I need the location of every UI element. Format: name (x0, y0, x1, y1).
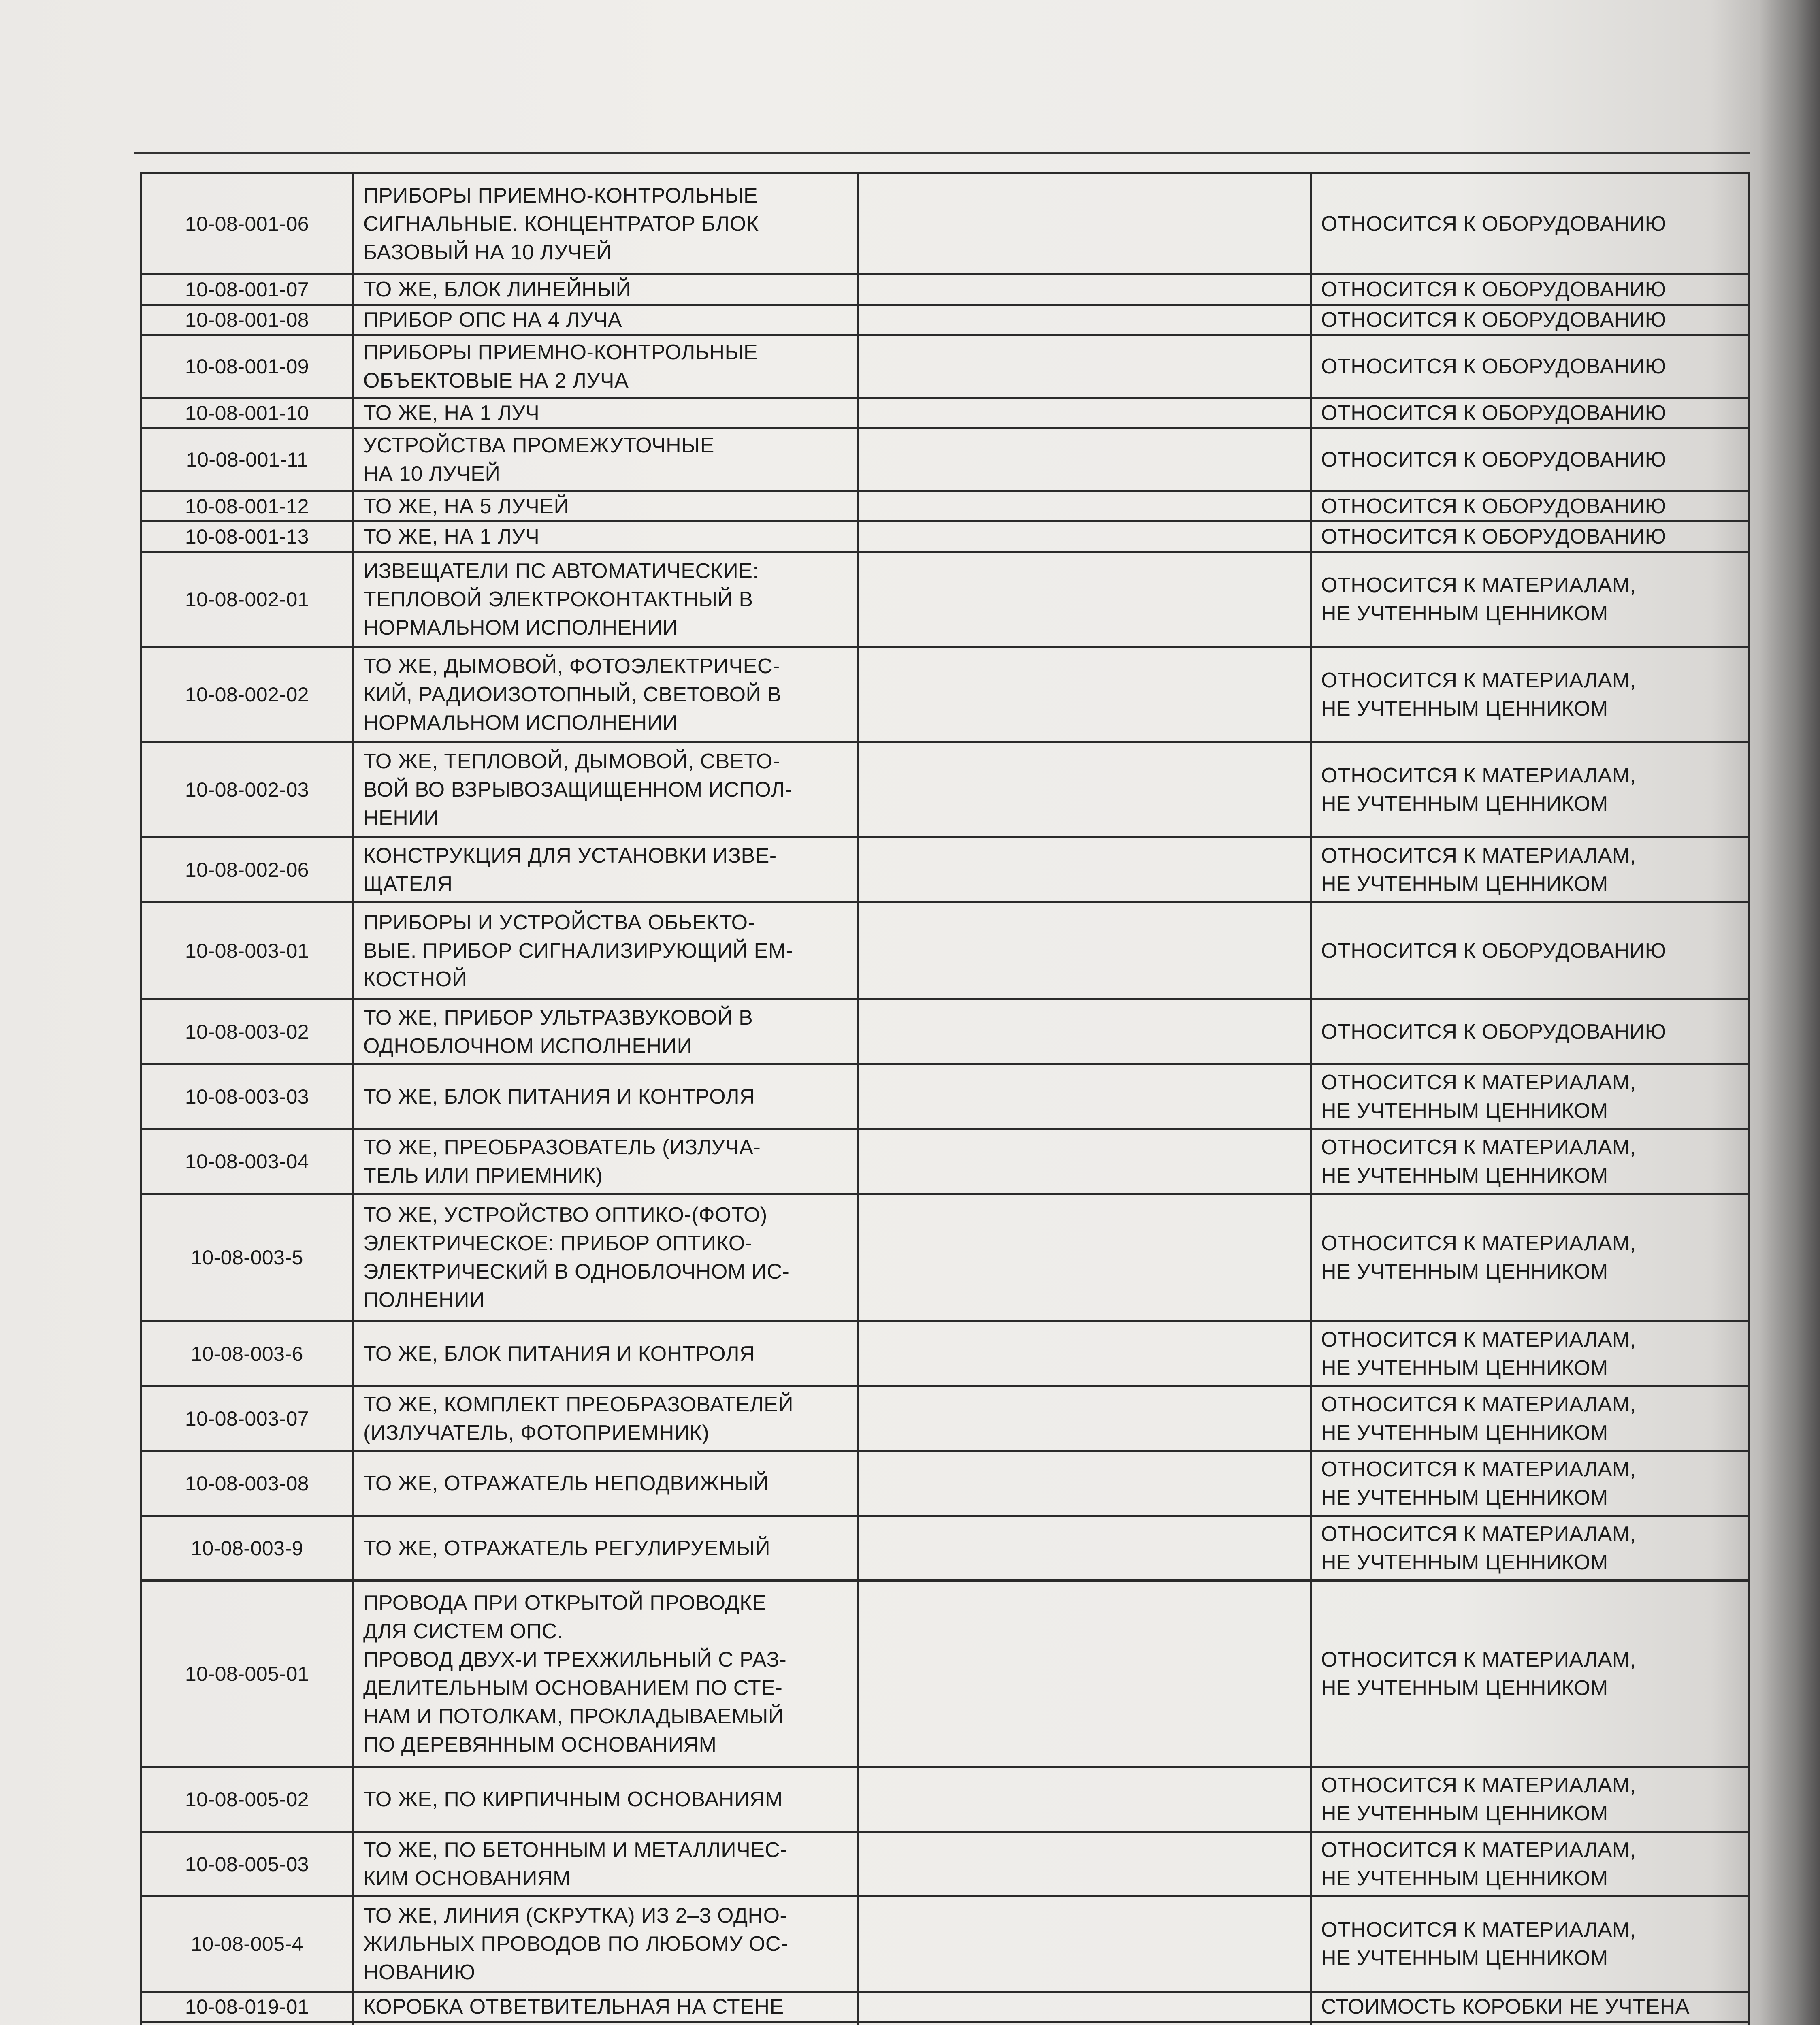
table-row (141, 902, 1749, 1000)
note-cell: ОТНОСИТСЯ К ОБОРУДОВАНИЮ (1311, 491, 1749, 522)
note-cell: ОТНОСИТСЯ К ОБОРУДОВАНИЮ (1311, 1000, 1749, 1064)
work-name-cell: ТО ЖЕ, НА 1 ЛУЧ (354, 398, 858, 428)
table-row (141, 1064, 1749, 1129)
work-name-cell: ТО ЖЕ, ПО КИРПИЧНЫМ ОСНОВАНИЯМ (354, 1767, 858, 1832)
work-name-cell: ТО ЖЕ, ПО БЕТОННЫМ И МЕТАЛЛИЧЕС- КИМ ОСНОВАНИЯМ (354, 1832, 858, 1897)
table-row (141, 1832, 1749, 1897)
base-type-cell (858, 1322, 1311, 1386)
work-name-cell: ТО ЖЕ, НА 1 ЛУЧ (354, 522, 858, 552)
work-name-cell: КОНСТРУКЦИЯ ДЛЯ УСТАНОВКИ ИЗВЕ- ЩАТЕЛЯ (354, 838, 858, 902)
rate-code-cell: 10-08-001-11 (141, 428, 354, 491)
base-type-cell (858, 902, 1311, 1000)
rate-code-cell: 10-08-003-6 (141, 1322, 354, 1386)
rate-code-cell: 10-08-002-06 (141, 838, 354, 902)
note-cell: ОТНОСИТСЯ К МАТЕРИАЛАМ, НЕ УЧТЕННЫМ ЦЕННИКОМ (1311, 1322, 1749, 1386)
rate-code-cell: 10-08-001-07 (141, 275, 354, 305)
base-type-cell (858, 1767, 1311, 1832)
base-type-cell (858, 552, 1311, 647)
rate-code-cell: 10-08-002-01 (141, 552, 354, 647)
note-cell: ОТНОСИТСЯ К ОБОРУДОВАНИЮ (1311, 398, 1749, 428)
rate-code-cell: 10-08-019-01 (141, 1992, 354, 2022)
table-row (141, 1386, 1749, 1451)
rate-code-cell: 10-08-003-02 (141, 1000, 354, 1064)
note-cell: ОТНОСИТСЯ К МАТЕРИАЛАМ, НЕ УЧТЕННЫМ ЦЕННИКОМ (1311, 1386, 1749, 1451)
work-name-cell: ТО ЖЕ, БЛОК ПИТАНИЯ И КОНТРОЛЯ (354, 1322, 858, 1386)
table-row (141, 2022, 1749, 2025)
base-type-cell (858, 1581, 1311, 1767)
note-cell: ОТНОСИТСЯ К МАТЕРИАЛАМ, НЕ УЧТЕННЫМ ЦЕННИКОМ (1311, 1516, 1749, 1581)
base-type-cell (858, 1194, 1311, 1322)
rate-code-cell: 10-08-003-03 (141, 1064, 354, 1129)
note-cell: ОТНОСИТСЯ К МАТЕРИАЛАМ, НЕ УЧТЕННЫМ ЦЕННИКОМ (1311, 1064, 1749, 1129)
work-name-cell: ИЗВЕЩАТЕЛИ ПС АВТОМАТИЧЕСКИЕ: ТЕПЛОВОЙ ЭЛЕКТРОКОНТАКТНЫЙ В НОРМАЛЬНОМ ИСПОЛНЕНИИ (354, 552, 858, 647)
table-body (141, 173, 1749, 2025)
rate-code-cell: 10-08-001-09 (141, 335, 354, 398)
rate-code-cell: 10-08-003-08 (141, 1451, 354, 1516)
rate-code-cell: 10-08-001-12 (141, 491, 354, 522)
rate-code-cell: 10-08-005-4 (141, 1897, 354, 1992)
table-row (141, 335, 1749, 398)
rate-code-cell: 10-08-005-02 (141, 1767, 354, 1832)
note-cell: ОТНОСИТСЯ К МАТЕРИАЛАМ, НЕ УЧТЕННЫМ ЦЕННИКОМ (1311, 1129, 1749, 1194)
table-row (141, 647, 1749, 742)
base-type-cell (858, 838, 1311, 902)
rates-table (140, 172, 1750, 2025)
work-name-cell: ПРИБОРЫ И УСТРОЙСТВА ОБЬЕКТО- ВЫЕ. ПРИБОР СИГНАЛИЗИРУЮЩИЙ ЕМ- КОСТНОЙ (354, 902, 858, 1000)
table-row (141, 552, 1749, 647)
rate-code-cell: 10-08-001-13 (141, 522, 354, 552)
work-name-cell: ТО ЖЕ, ОТРАЖАТЕЛЬ НЕПОДВИЖНЫЙ (354, 1451, 858, 1516)
table-row (141, 1992, 1749, 2022)
note-cell: ОТНОСИТСЯ К МАТЕРИАЛАМ, НЕ УЧТЕННЫМ ЦЕННИКОМ (1311, 838, 1749, 902)
base-type-cell (858, 428, 1311, 491)
base-type-cell (858, 491, 1311, 522)
table-row (141, 1322, 1749, 1386)
work-name-cell: ТО ЖЕ, НА 5 ЛУЧЕЙ (354, 491, 858, 522)
rate-code-cell: 10-08-003-04 (141, 1129, 354, 1194)
rate-code-cell: 10-08-005-03 (141, 1832, 354, 1897)
base-type-cell (858, 1064, 1311, 1129)
work-name-cell: ТО ЖЕ, УСТРОЙСТВО ОПТИКО-(ФОТО) ЭЛЕКТРИЧЕСКОЕ: ПРИБОР ОПТИКО- ЭЛЕКТРИЧЕСКИЙ В ОДНОБЛОЧНОМ ИС- ПОЛНЕНИИ (354, 1194, 858, 1322)
base-type-cell (858, 1129, 1311, 1194)
base-type-cell (858, 173, 1311, 275)
rate-code-cell: 10-08-002-03 (141, 742, 354, 838)
base-type-cell (858, 335, 1311, 398)
note-cell: ОТНОСИТСЯ К МАТЕРИАЛАМ, НЕ УЧТЕННЫМ ЦЕННИКОМ (1311, 1194, 1749, 1322)
note-cell: ОТНОСИТСЯ К ОБОРУДОВАНИЮ (1311, 428, 1749, 491)
base-type-cell (858, 2022, 1311, 2025)
note-cell: ОТНОСИТСЯ К МАТЕРИАЛАМ, НЕ УЧТЕННЫМ ЦЕННИКОМ (1311, 552, 1749, 647)
top-rule (134, 152, 1750, 154)
note-cell: ОТНОСИТСЯ К ОБОРУДОВАНИЮ (1311, 173, 1749, 275)
rate-code-cell (141, 2022, 354, 2025)
table-row (141, 1581, 1749, 1767)
table-row (141, 491, 1749, 522)
rate-code-cell: 10-08-002-02 (141, 647, 354, 742)
note-cell: ОТНОСИТСЯ К МАТЕРИАЛАМ, НЕ УЧТЕННЫМ ЦЕННИКОМ (1311, 1767, 1749, 1832)
table-row (141, 838, 1749, 902)
table-row (141, 1451, 1749, 1516)
note-cell: ОТНОСИТСЯ К МАТЕРИАЛАМ, НЕ УЧТЕННЫМ ЦЕННИКОМ (1311, 742, 1749, 838)
work-name-cell: ТО ЖЕ, БЛОК ПИТАНИЯ И КОНТРОЛЯ (354, 1064, 858, 1129)
note-cell: ОТНОСИТСЯ К ОБОРУДОВАНИЮ (1311, 275, 1749, 305)
base-type-cell (858, 305, 1311, 335)
rate-code-cell: 10-08-003-9 (141, 1516, 354, 1581)
table-row (141, 173, 1749, 275)
base-type-cell (858, 398, 1311, 428)
work-name-cell: ПРИБОРЫ ПРИЕМНО-КОНТРОЛЬНЫЕ ОБЪЕКТОВЫЕ НА 2 ЛУЧА (354, 335, 858, 398)
rate-code-cell: 10-08-003-5 (141, 1194, 354, 1322)
note-cell: ОТНОСИТСЯ К МАТЕРИАЛАМ, НЕ УЧТЕННЫМ ЦЕННИКОМ (1311, 647, 1749, 742)
work-name-cell: ТО ЖЕ, ЛИНИЯ (СКРУТКА) ИЗ 2–3 ОДНО- ЖИЛЬНЫХ ПРОВОДОВ ПО ЛЮБОМУ ОС- НОВАНИЮ (354, 1897, 858, 1992)
work-name-cell: ТО ЖЕ, ПРЕОБРАЗОВАТЕЛЬ (ИЗЛУЧА- ТЕЛЬ ИЛИ ПРИЕМНИК) (354, 1129, 858, 1194)
base-type-cell (858, 1992, 1311, 2022)
base-type-cell (858, 742, 1311, 838)
rate-code-cell: 10-08-001-10 (141, 398, 354, 428)
base-type-cell (858, 1386, 1311, 1451)
table-row (141, 1194, 1749, 1322)
work-name-cell: ТО ЖЕ, БЛОК ЛИНЕЙНЫЙ (354, 275, 858, 305)
rate-code-cell: 10-08-005-01 (141, 1581, 354, 1767)
table-row (141, 1897, 1749, 1992)
rate-code-cell: 10-08-003-01 (141, 902, 354, 1000)
work-name-cell: ПРОВОДА ПРИ ОТКРЫТОЙ ПРОВОДКЕ ДЛЯ СИСТЕМ ОПС. ПРОВОД ДВУХ-И ТРЕХЖИЛЬНЫЙ С РАЗ- ДЕЛИТЕЛЬНЫМ ОСНОВАНИЕМ ПО СТЕ- НАМ И ПОТОЛКАМ, ПРОКЛАДЫВАЕМЫЙ ПО ДЕРЕВЯННЫМ ОСНОВАНИЯМ (354, 1581, 858, 1767)
note-cell: ОТНОСИТСЯ К ОБОРУДОВАНИЮ (1311, 522, 1749, 552)
work-name-cell: КОРОБКА ОТВЕТВИТЕЛЬНАЯ НА СТЕНЕ (354, 1992, 858, 2022)
table-row (141, 398, 1749, 428)
base-type-cell (858, 1000, 1311, 1064)
page-edge-shadow (1759, 0, 1820, 2025)
base-type-cell (858, 647, 1311, 742)
work-name-cell: ТО ЖЕ, ДЫМОВОЙ, ФОТОЭЛЕКТРИЧЕС- КИЙ, РАДИОИЗОТОПНЫЙ, СВЕТОВОЙ В НОРМАЛЬНОМ ИСПОЛНЕНИИ (354, 647, 858, 742)
base-type-cell (858, 275, 1311, 305)
work-name-cell: УСТРОЙСТВА ПРОМЕЖУТОЧНЫЕ НА 10 ЛУЧЕЙ (354, 428, 858, 491)
note-cell (1311, 2022, 1749, 2025)
table-row (141, 275, 1749, 305)
table-row (141, 742, 1749, 838)
table-row (141, 1516, 1749, 1581)
table-row (141, 522, 1749, 552)
base-type-cell (858, 522, 1311, 552)
note-cell: ОТНОСИТСЯ К МАТЕРИАЛАМ, НЕ УЧТЕННЫМ ЦЕННИКОМ (1311, 1832, 1749, 1897)
work-name-cell (354, 2022, 858, 2025)
note-cell: ОТНОСИТСЯ К МАТЕРИАЛАМ, НЕ УЧТЕННЫМ ЦЕННИКОМ (1311, 1451, 1749, 1516)
note-cell: ОТНОСИТСЯ К ОБОРУДОВАНИЮ (1311, 335, 1749, 398)
note-cell: ОТНОСИТСЯ К ОБОРУДОВАНИЮ (1311, 305, 1749, 335)
note-cell: СТОИМОСТЬ КОРОБКИ НЕ УЧТЕНА (1311, 1992, 1749, 2022)
work-name-cell: ПРИБОРЫ ПРИЕМНО-КОНТРОЛЬНЫЕ СИГНАЛЬНЫЕ. КОНЦЕНТРАТОР БЛОК БАЗОВЫЙ НА 10 ЛУЧЕЙ (354, 173, 858, 275)
rate-code-cell: 10-08-001-06 (141, 173, 354, 275)
work-name-cell: ТО ЖЕ, ОТРАЖАТЕЛЬ РЕГУЛИРУЕМЫЙ (354, 1516, 858, 1581)
table-row (141, 1767, 1749, 1832)
base-type-cell (858, 1897, 1311, 1992)
rate-code-cell: 10-08-003-07 (141, 1386, 354, 1451)
work-name-cell: ТО ЖЕ, ПРИБОР УЛЬТРАЗВУКОВОЙ В ОДНОБЛОЧНОМ ИСПОЛНЕНИИ (354, 1000, 858, 1064)
note-cell: ОТНОСИТСЯ К ОБОРУДОВАНИЮ (1311, 902, 1749, 1000)
rate-code-cell: 10-08-001-08 (141, 305, 354, 335)
base-type-cell (858, 1832, 1311, 1897)
table-row (141, 305, 1749, 335)
table-row (141, 1129, 1749, 1194)
work-name-cell: ПРИБОР ОПС НА 4 ЛУЧА (354, 305, 858, 335)
base-type-cell (858, 1451, 1311, 1516)
table-row (141, 428, 1749, 491)
work-name-cell: ТО ЖЕ, КОМПЛЕКТ ПРЕОБРАЗОВАТЕЛЕЙ (ИЗЛУЧАТЕЛЬ, ФОТОПРИЕМНИК) (354, 1386, 858, 1451)
note-cell: ОТНОСИТСЯ К МАТЕРИАЛАМ, НЕ УЧТЕННЫМ ЦЕННИКОМ (1311, 1897, 1749, 1992)
work-name-cell: ТО ЖЕ, ТЕПЛОВОЙ, ДЫМОВОЙ, СВЕТО- ВОЙ ВО ВЗРЫВОЗАЩИЩЕННОМ ИСПОЛ- НЕНИИ (354, 742, 858, 838)
table-row (141, 1000, 1749, 1064)
base-type-cell (858, 1516, 1311, 1581)
note-cell: ОТНОСИТСЯ К МАТЕРИАЛАМ, НЕ УЧТЕННЫМ ЦЕННИКОМ (1311, 1581, 1749, 1767)
